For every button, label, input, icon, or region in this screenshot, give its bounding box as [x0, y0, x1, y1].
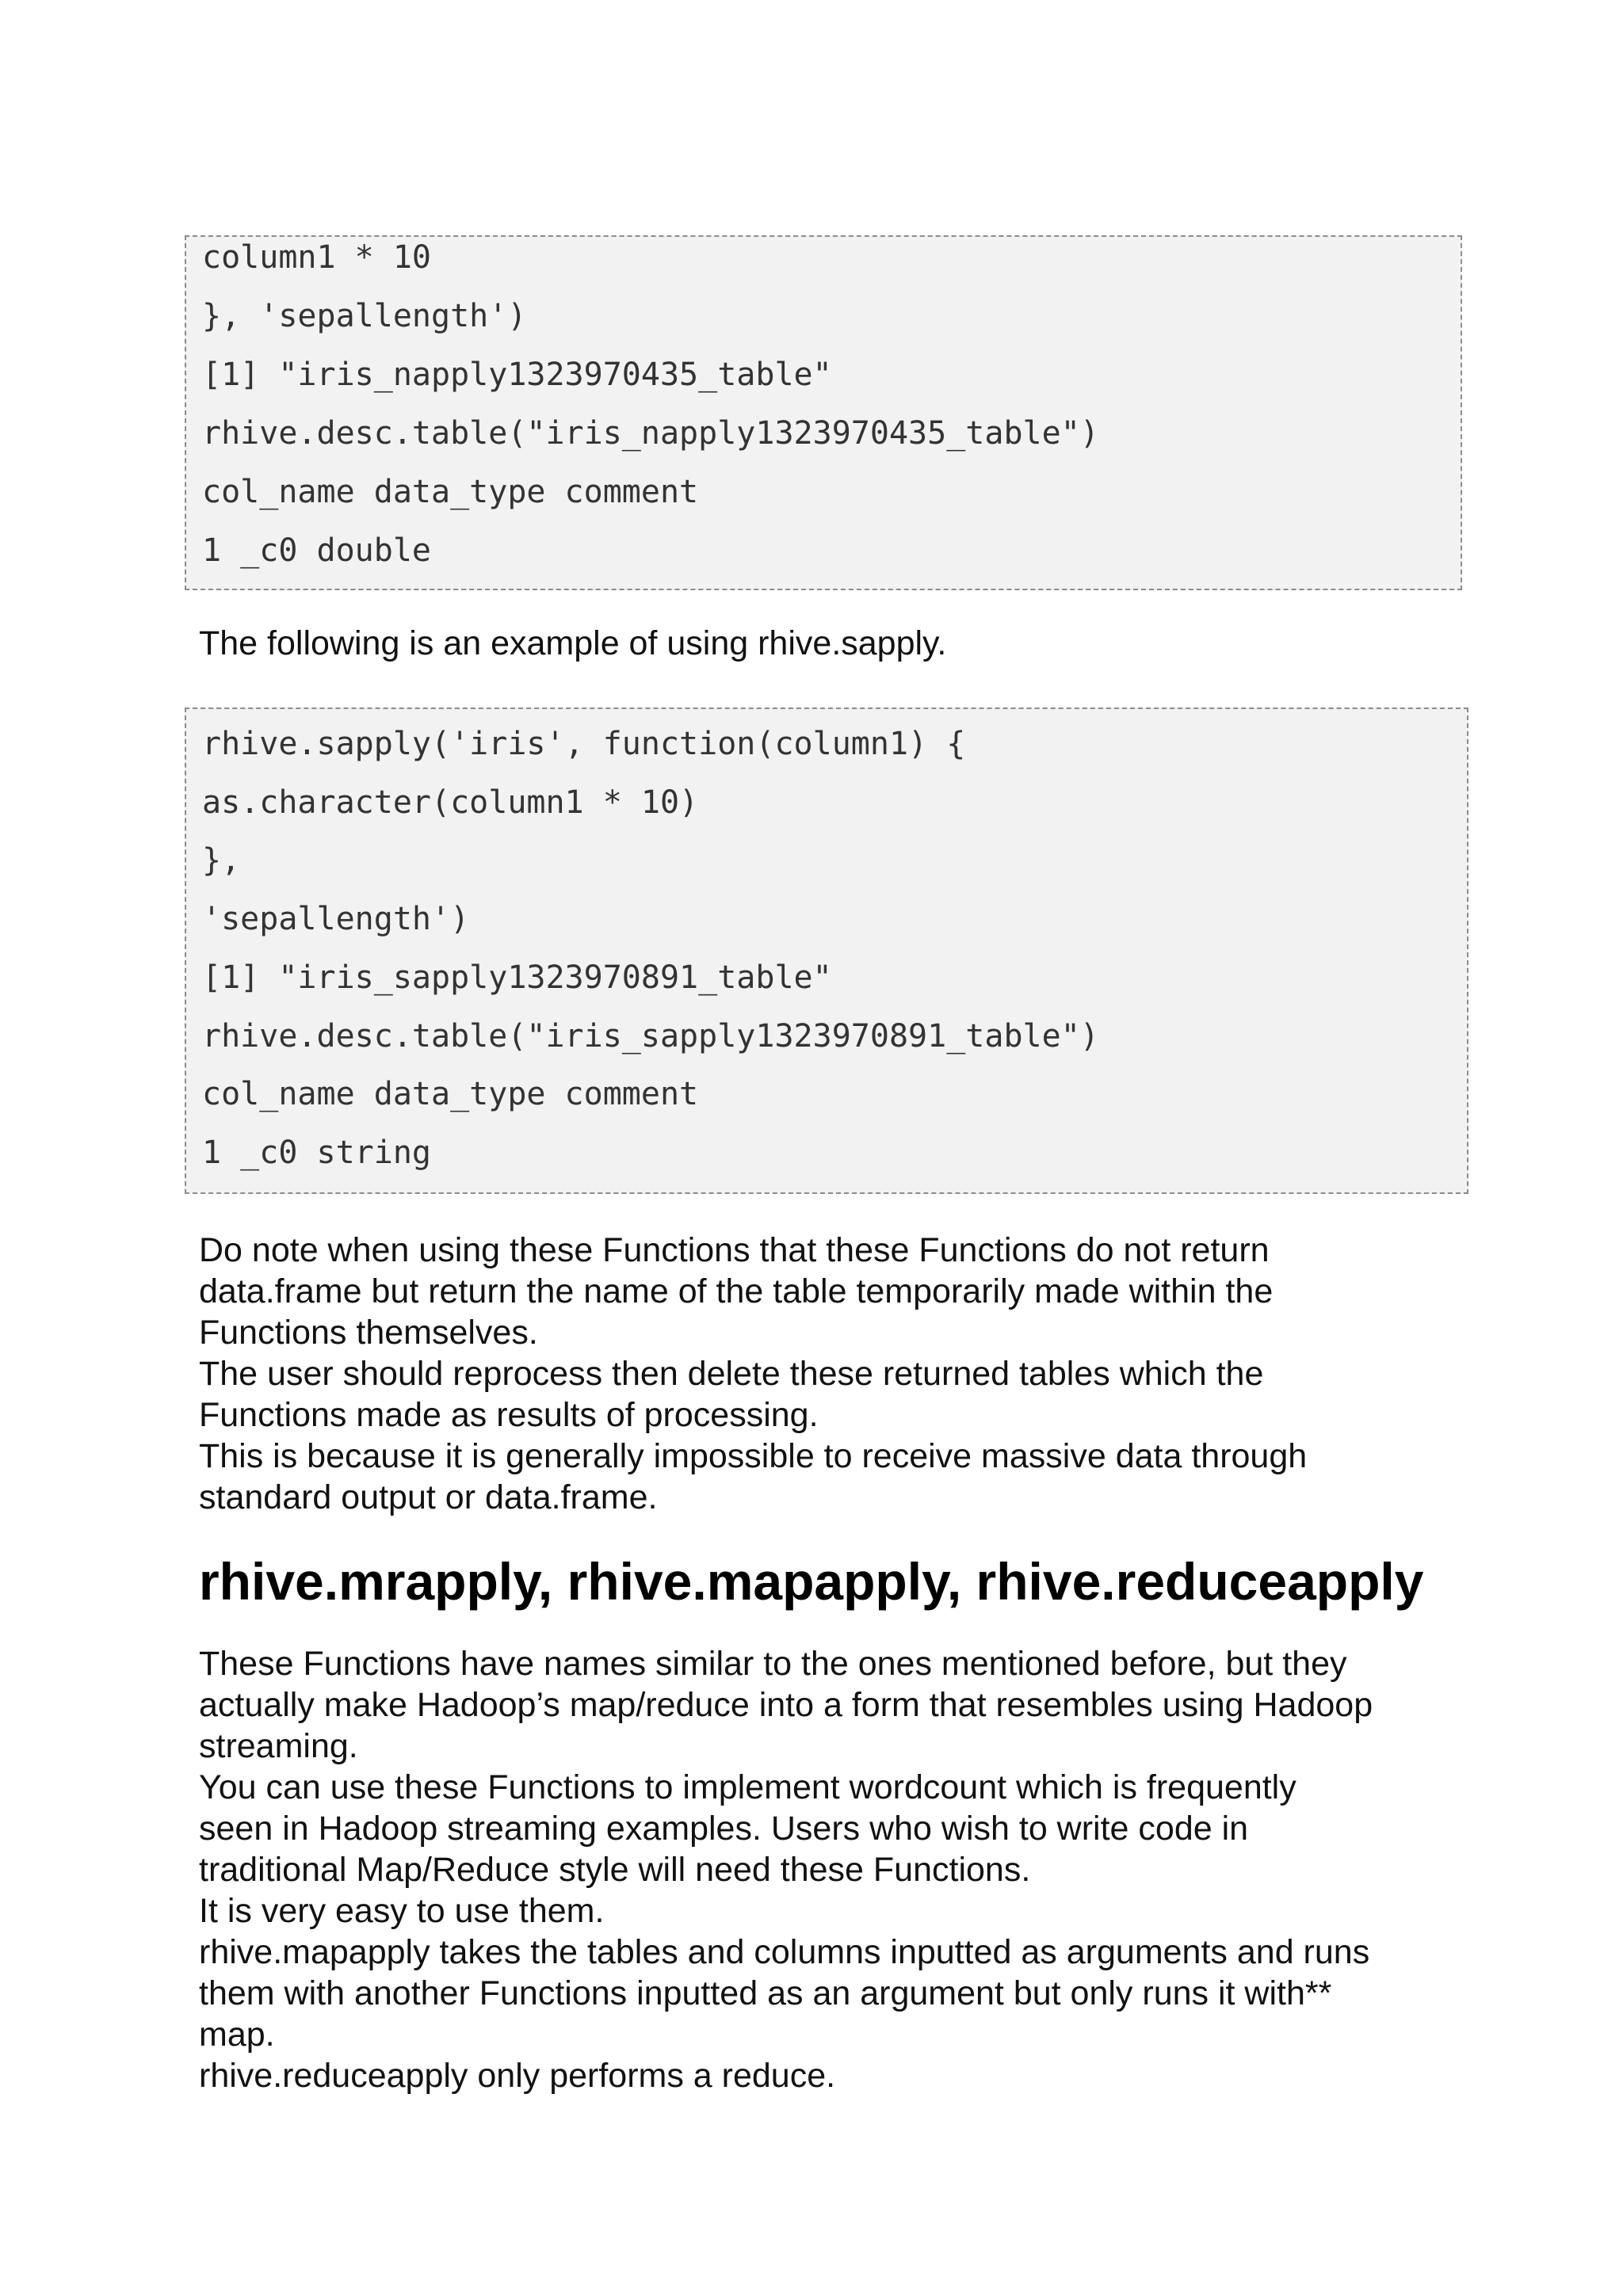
intro-text: The following is an example of using rhive.sapply. — [199, 624, 947, 662]
code-block-2 — [185, 707, 1468, 1194]
code-line: 1 _c0 double — [202, 532, 431, 569]
code-line: }, — [202, 842, 241, 879]
code-line: }, 'sepallength') — [202, 298, 527, 334]
code-line: [1] "iris_sapply1323970891_table" — [202, 959, 832, 996]
code-line: col_name data_type comment — [202, 474, 699, 510]
paragraph-line: standard output or data.frame. — [199, 1478, 658, 1516]
code-line: 1 _c0 string — [202, 1135, 431, 1171]
paragraph-line: rhive.mapapply takes the tables and columns inputted as arguments and runs — [199, 1933, 1370, 1971]
paragraph-line: streaming. — [199, 1727, 358, 1765]
paragraph-line: You can use these Functions to implement wordcount which is frequently — [199, 1768, 1296, 1806]
code-line: rhive.desc.table("iris_sapply1323970891_table") — [202, 1018, 1099, 1055]
section-paragraph — [199, 1643, 1483, 2096]
paragraph-line: Functions made as results of processing. — [199, 1396, 819, 1434]
code-line: column1 * 10 — [202, 239, 431, 276]
paragraph-line: actually make Hadoop’s map/reduce into a form that resembles using Hadoop — [199, 1686, 1373, 1724]
paragraph-line: It is very easy to use them. — [199, 1892, 605, 1930]
code-block-1 — [185, 235, 1462, 590]
code-line: rhive.sapply('iris', function(column1) { — [202, 726, 966, 762]
code-line: as.character(column1 * 10) — [202, 784, 699, 821]
paragraph-line: traditional Map/Reduce style will need these Functions. — [199, 1851, 1031, 1889]
paragraph-line: Functions themselves. — [199, 1314, 538, 1352]
paragraph-line: Do note when using these Functions that these Functions do not return — [199, 1231, 1270, 1269]
paragraph-line: The user should reprocess then delete these returned tables which the — [199, 1355, 1264, 1393]
paragraph-line: them with another Functions inputted as an argument but only runs it with** — [199, 1974, 1332, 2012]
code-line: 'sepallength') — [202, 901, 470, 937]
paragraph-line: This is because it is generally impossible to receive massive data through — [199, 1437, 1308, 1475]
paragraph-line: data.frame but return the name of the table temporarily made within the — [199, 1272, 1274, 1310]
code-line: col_name data_type comment — [202, 1076, 699, 1112]
paragraph-line: seen in Hadoop streaming examples. Users who wish to write code in — [199, 1810, 1249, 1848]
paragraph-line: map. — [199, 2016, 275, 2054]
code-line: [1] "iris_napply1323970435_table" — [202, 357, 832, 393]
section-heading: rhive.mrapply, rhive.mapapply, rhive.reduceapply — [199, 1552, 1424, 1611]
paragraph-line: These Functions have names similar to the ones mentioned before, but they — [199, 1645, 1347, 1683]
code-line: rhive.desc.table("iris_napply1323970435_table") — [202, 415, 1099, 452]
note-paragraph — [199, 1230, 1483, 1518]
paragraph-line: rhive.reduceapply only performs a reduce. — [199, 2057, 836, 2095]
